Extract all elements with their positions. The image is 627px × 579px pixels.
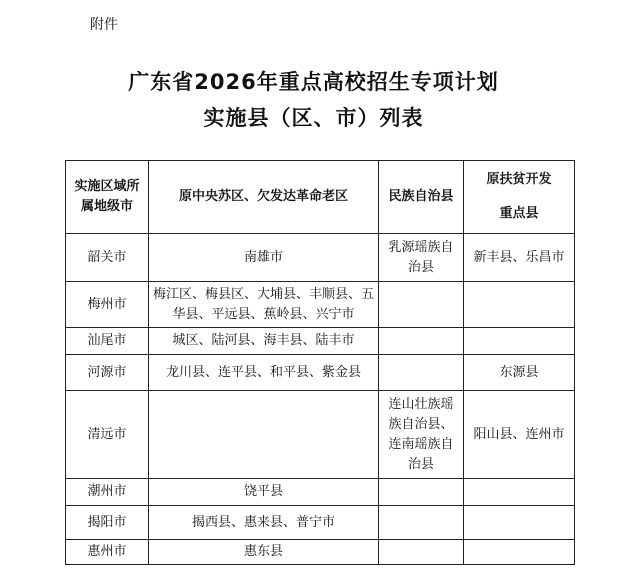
cell-revolution: 惠东县 xyxy=(149,540,379,565)
cell-poverty xyxy=(464,479,575,506)
cell-city: 惠州市 xyxy=(66,540,149,565)
table-row xyxy=(66,328,575,355)
table-row xyxy=(66,479,575,506)
table-row xyxy=(66,282,575,328)
cell-ethnic xyxy=(379,540,464,565)
cell-poverty xyxy=(464,328,575,355)
cell-ethnic: 乳源瑶族自治县 xyxy=(379,234,464,282)
cell-poverty xyxy=(464,282,575,328)
table-row xyxy=(66,355,575,391)
cell-poverty xyxy=(464,506,575,540)
table-row xyxy=(66,506,575,540)
table-row xyxy=(66,234,575,282)
header-revolution-area: 原中央苏区、欠发达革命老区 xyxy=(149,161,379,234)
header-city: 实施区域所属地级市 xyxy=(66,161,149,234)
cell-revolution: 南雄市 xyxy=(149,234,379,282)
county-list-table xyxy=(65,160,575,565)
table-row xyxy=(66,391,575,479)
cell-ethnic xyxy=(379,479,464,506)
header-ethnic-county: 民族自治县 xyxy=(379,161,464,234)
cell-revolution: 城区、陆河县、海丰县、陆丰市 xyxy=(149,328,379,355)
cell-ethnic xyxy=(379,355,464,391)
cell-ethnic: 连山壮族瑶族自治县、连南瑶族自治县 xyxy=(379,391,464,479)
cell-city: 河源市 xyxy=(66,355,149,391)
cell-poverty xyxy=(464,540,575,565)
cell-city: 汕尾市 xyxy=(66,328,149,355)
cell-poverty: 新丰县、乐昌市 xyxy=(464,234,575,282)
cell-city: 韶关市 xyxy=(66,234,149,282)
cell-city: 梅州市 xyxy=(66,282,149,328)
cell-city: 清远市 xyxy=(66,391,149,479)
document-subtitle: 实施县（区、市）列表 xyxy=(203,106,424,130)
cell-ethnic xyxy=(379,282,464,328)
cell-revolution: 龙川县、连平县、和平县、紫金县 xyxy=(149,355,379,391)
header-poverty-county xyxy=(464,161,575,234)
attachment-label: 附件 xyxy=(90,17,118,33)
cell-revolution: 梅江区、梅县区、大埔县、丰顺县、五华县、平远县、蕉岭县、兴宁市 xyxy=(149,282,379,328)
header-poverty-line1: 原扶贫开发 xyxy=(486,172,552,187)
cell-revolution xyxy=(149,391,379,479)
cell-revolution: 饶平县 xyxy=(149,479,379,506)
cell-revolution: 揭西县、惠来县、普宁市 xyxy=(149,506,379,540)
header-poverty-line2: 重点县 xyxy=(499,206,539,221)
cell-ethnic xyxy=(379,328,464,355)
table-header-row xyxy=(66,161,575,234)
cell-ethnic xyxy=(379,506,464,540)
cell-city: 潮州市 xyxy=(66,479,149,506)
cell-poverty: 东源县 xyxy=(464,355,575,391)
cell-poverty: 阳山县、连州市 xyxy=(464,391,575,479)
document-title: 广东省2026年重点高校招生专项计划 xyxy=(128,70,499,94)
table-row xyxy=(66,540,575,565)
cell-city: 揭阳市 xyxy=(66,506,149,540)
